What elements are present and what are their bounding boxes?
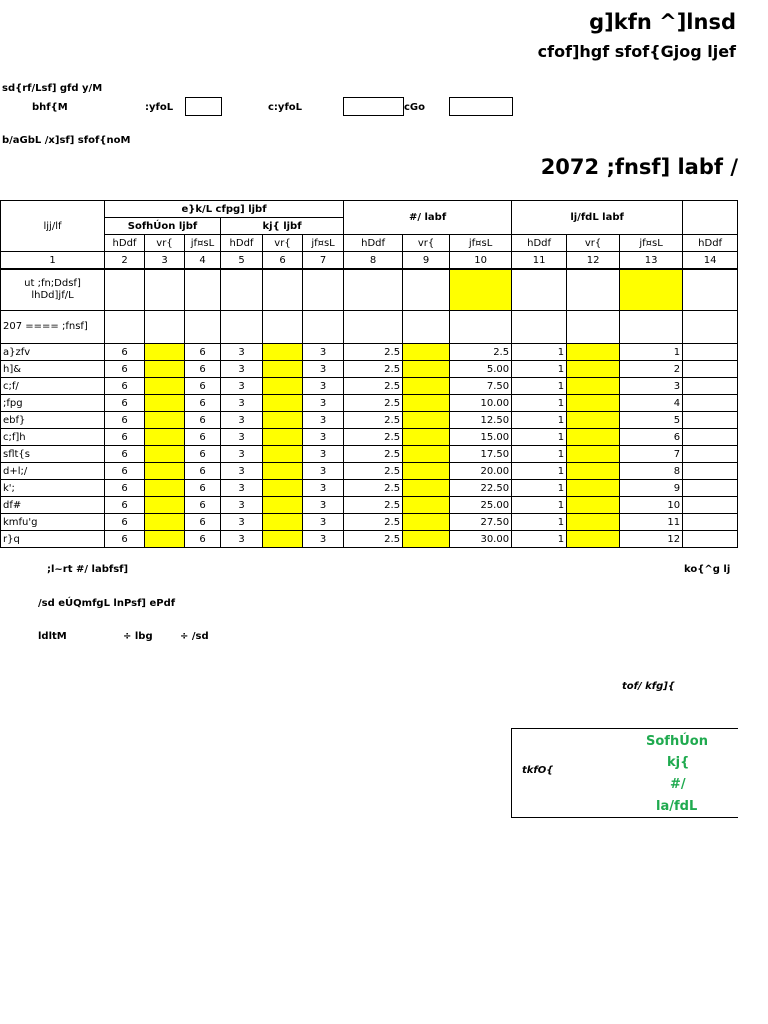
document-title: g]kfn ^]lnsd [589, 10, 736, 34]
used-leave-input-cell[interactable] [263, 463, 303, 480]
used-leave-input-cell[interactable] [145, 446, 185, 463]
value-cell: 2.5 [344, 463, 403, 480]
opening-balance-label: ut ;fn;Ddsf] lhDd]jf/L [1, 269, 105, 311]
value-cell: 2.5 [344, 446, 403, 463]
value-cell: 6 [105, 497, 145, 514]
used-leave-input-cell[interactable] [567, 344, 620, 361]
value-cell: 6 [105, 344, 145, 361]
value-cell: 1 [512, 497, 567, 514]
seat-label: :yfoL [145, 102, 174, 113]
value-cell: 3 [303, 463, 344, 480]
value-cell: 6 [185, 344, 221, 361]
value-cell: 2.5 [344, 378, 403, 395]
used-leave-input-cell[interactable] [263, 429, 303, 446]
value-cell: 3 [221, 480, 263, 497]
opening-sick-balance-cell[interactable] [620, 269, 683, 311]
value-cell: 6 [185, 480, 221, 497]
column-number-cell: 7 [303, 252, 344, 270]
value-cell: 2.5 [344, 429, 403, 446]
value-cell: 1 [620, 344, 683, 361]
organization-label: b/aGbL /x]sf] sfof{noM [2, 135, 131, 146]
header-casual-leave: SofhÚon ljbf [105, 218, 221, 235]
value-cell: 3 [221, 395, 263, 412]
value-cell: 6 [185, 463, 221, 480]
empty-cell [683, 344, 738, 361]
table-row [1, 412, 738, 429]
value-cell: 1 [512, 531, 567, 548]
subheader-cell: hDdf [683, 235, 738, 252]
used-leave-input-cell[interactable] [403, 344, 450, 361]
column-number-cell: 5 [221, 252, 263, 270]
subheader-cell: jf¤sL [450, 235, 512, 252]
column-number-cell: 14 [683, 252, 738, 270]
used-leave-input-cell[interactable] [145, 412, 185, 429]
used-leave-input-cell[interactable] [145, 378, 185, 395]
value-cell: 6 [185, 395, 221, 412]
value-cell: 22.50 [450, 480, 512, 497]
value-cell: 1 [512, 514, 567, 531]
office-label: sd{rf/Lsf] gfd y/M [2, 83, 103, 94]
header-accumulated-leave: e}k/L cfpg] ljbf [105, 201, 344, 218]
value-cell: 12.50 [450, 412, 512, 429]
table-row [1, 344, 738, 361]
temporary-label: c:yfoL [268, 102, 303, 113]
subheader-cell: vr{ [403, 235, 450, 252]
used-leave-input-cell[interactable] [263, 344, 303, 361]
value-cell: 3 [303, 395, 344, 412]
value-cell: 9 [620, 480, 683, 497]
remark-note: ko{^g lj [684, 564, 731, 575]
column-number-cell: 10 [450, 252, 512, 270]
value-cell: 3 [303, 497, 344, 514]
value-cell: 2.5 [450, 344, 512, 361]
value-cell: 3 [303, 361, 344, 378]
used-leave-input-cell[interactable] [263, 446, 303, 463]
used-leave-input-cell[interactable] [263, 531, 303, 548]
subheader-cell: vr{ [567, 235, 620, 252]
month-label: a}zfv [1, 344, 105, 361]
empty-cell [683, 514, 738, 531]
value-cell: 6 [105, 531, 145, 548]
column-number-cell: 13 [620, 252, 683, 270]
value-cell: 6 [105, 446, 145, 463]
column-number-cell: 1 [1, 252, 105, 270]
value-cell: 6 [105, 514, 145, 531]
month-label: ebf} [1, 412, 105, 429]
department-title: cfof]hgf sfof{Gjog ljef [537, 42, 736, 61]
column-number-cell: 12 [567, 252, 620, 270]
value-cell: 6 [105, 463, 145, 480]
used-leave-input-cell[interactable] [567, 361, 620, 378]
value-cell: 5.00 [450, 361, 512, 378]
value-cell: 15.00 [450, 429, 512, 446]
column-number-cell: 3 [145, 252, 185, 270]
summary-casual: SofhÚon [646, 734, 708, 749]
summary-box [511, 728, 738, 818]
empty-cell [683, 361, 738, 378]
used-leave-input-cell[interactable] [263, 361, 303, 378]
used-leave-input-cell[interactable] [263, 480, 303, 497]
value-cell: 3 [221, 378, 263, 395]
value-cell: 3 [303, 429, 344, 446]
used-leave-input-cell[interactable] [567, 412, 620, 429]
used-leave-input-cell[interactable] [403, 514, 450, 531]
value-cell: 6 [185, 361, 221, 378]
other-label: cGo [404, 102, 426, 113]
value-cell: 6 [185, 514, 221, 531]
value-cell: 3 [303, 344, 344, 361]
used-leave-input-cell[interactable] [567, 497, 620, 514]
value-cell: 1 [512, 395, 567, 412]
used-leave-input-cell[interactable] [567, 480, 620, 497]
summary-festival: kj{ [667, 755, 690, 770]
subheader-cell: jf¤sL [620, 235, 683, 252]
value-cell: 6 [185, 446, 221, 463]
value-cell: 1 [512, 463, 567, 480]
value-cell: 3 [221, 497, 263, 514]
value-cell: 11 [620, 514, 683, 531]
value-cell: 10 [620, 497, 683, 514]
table-row [1, 395, 738, 412]
value-cell: 6 [185, 429, 221, 446]
month-label: c;f]h [1, 429, 105, 446]
value-cell: 6 [105, 395, 145, 412]
month-label: h]& [1, 361, 105, 378]
month-label: df# [1, 497, 105, 514]
column-number-cell: 9 [403, 252, 450, 270]
used-leave-input-cell[interactable] [403, 361, 450, 378]
subheader-cell: hDdf [512, 235, 567, 252]
empty-cell [683, 497, 738, 514]
used-leave-input-cell[interactable] [567, 429, 620, 446]
summary-label: tkfO{ [522, 765, 554, 776]
used-leave-input-cell[interactable] [567, 463, 620, 480]
empty-cell [683, 480, 738, 497]
month-label: c;f/ [1, 378, 105, 395]
value-cell: 3 [620, 378, 683, 395]
table-row [1, 446, 738, 463]
value-cell: 6 [105, 412, 145, 429]
value-cell: 2.5 [344, 344, 403, 361]
used-leave-input-cell[interactable] [145, 497, 185, 514]
other-checkbox[interactable] [449, 97, 513, 116]
value-cell: 25.00 [450, 497, 512, 514]
month-label: sflt{s [1, 446, 105, 463]
opening-home-balance-cell[interactable] [450, 269, 512, 311]
value-cell: 3 [221, 344, 263, 361]
value-cell: 3 [221, 361, 263, 378]
header-extra [683, 201, 738, 235]
header-sick-leave: lj/fdL labf [512, 201, 683, 235]
used-leave-input-cell[interactable] [263, 497, 303, 514]
year-row-label: 207 ==== ;fnsf] [1, 311, 105, 344]
value-cell: 27.50 [450, 514, 512, 531]
used-leave-input-cell[interactable] [403, 412, 450, 429]
value-cell: 6 [185, 531, 221, 548]
value-cell: 2.5 [344, 497, 403, 514]
prepared-by-label: tof/ kfg]{ [622, 681, 675, 692]
value-cell: 2.5 [344, 531, 403, 548]
header-home-leave: #/ labf [344, 201, 512, 235]
value-cell: 2.5 [344, 361, 403, 378]
value-cell: 8 [620, 463, 683, 480]
value-cell: 3 [221, 463, 263, 480]
month-label: d+l;/ [1, 463, 105, 480]
year-title: 2072 ;fnsf] labf / [540, 155, 738, 179]
post-label: bhf{M [32, 102, 68, 113]
value-cell: 3 [221, 531, 263, 548]
value-cell: 1 [512, 378, 567, 395]
date-label: ldltM [38, 631, 67, 642]
value-cell: 2.5 [344, 412, 403, 429]
value-cell: 6 [185, 497, 221, 514]
table-row [1, 531, 738, 548]
value-cell: 2.5 [344, 514, 403, 531]
used-leave-input-cell[interactable] [403, 531, 450, 548]
empty-cell [683, 463, 738, 480]
value-cell: 1 [512, 412, 567, 429]
header-festival-leave: kj{ ljbf [221, 218, 344, 235]
value-cell: 12 [620, 531, 683, 548]
value-cell: 2.5 [344, 480, 403, 497]
used-leave-input-cell[interactable] [145, 463, 185, 480]
value-cell: 4 [620, 395, 683, 412]
value-cell: 3 [221, 446, 263, 463]
value-cell: 1 [512, 344, 567, 361]
value-cell: 17.50 [450, 446, 512, 463]
column-number-cell: 2 [105, 252, 145, 270]
value-cell: 1 [512, 429, 567, 446]
used-leave-input-cell[interactable] [403, 395, 450, 412]
value-cell: 20.00 [450, 463, 512, 480]
value-cell: 3 [303, 480, 344, 497]
summary-sick: la/fdL [656, 799, 698, 814]
used-leave-input-cell[interactable] [145, 344, 185, 361]
used-leave-input-cell[interactable] [403, 378, 450, 395]
subheader-cell: vr{ [263, 235, 303, 252]
table-row [1, 514, 738, 531]
table-row [1, 429, 738, 446]
value-cell: 3 [303, 531, 344, 548]
leave-table [0, 200, 738, 548]
month-label: k'; [1, 480, 105, 497]
used-leave-input-cell[interactable] [145, 429, 185, 446]
value-cell: 3 [221, 429, 263, 446]
used-leave-input-cell[interactable] [263, 514, 303, 531]
subheader-cell: hDdf [221, 235, 263, 252]
table-row [1, 378, 738, 395]
column-number-cell: 4 [185, 252, 221, 270]
accumulated-home-leave-note: ;l~rt #/ labfsf] [47, 564, 129, 575]
value-cell: 1 [512, 361, 567, 378]
value-cell: 7.50 [450, 378, 512, 395]
used-leave-input-cell[interactable] [403, 497, 450, 514]
used-leave-input-cell[interactable] [403, 446, 450, 463]
value-cell: 2.5 [344, 395, 403, 412]
value-cell: 30.00 [450, 531, 512, 548]
used-leave-input-cell[interactable] [567, 446, 620, 463]
value-cell: 1 [512, 446, 567, 463]
value-cell: 3 [303, 378, 344, 395]
value-cell: 6 [105, 378, 145, 395]
used-leave-input-cell[interactable] [145, 480, 185, 497]
month-label: kmfu'g [1, 514, 105, 531]
value-cell: 7 [620, 446, 683, 463]
summary-home: #/ [670, 777, 686, 792]
value-cell: 3 [303, 446, 344, 463]
value-cell: 6 [105, 480, 145, 497]
used-leave-input-cell[interactable] [567, 531, 620, 548]
column-number-cell: 11 [512, 252, 567, 270]
used-leave-input-cell[interactable] [263, 412, 303, 429]
subheader-cell: hDdf [344, 235, 403, 252]
value-cell: 6 [185, 378, 221, 395]
column-number-cell: 6 [263, 252, 303, 270]
month-label: ;fpg [1, 395, 105, 412]
used-leave-input-cell[interactable] [263, 378, 303, 395]
value-cell: 1 [512, 480, 567, 497]
empty-cell [683, 378, 738, 395]
value-cell: 2 [620, 361, 683, 378]
subheader-cell: jf¤sL [185, 235, 221, 252]
subheader-cell: vr{ [145, 235, 185, 252]
table-row [1, 361, 738, 378]
empty-cell [683, 531, 738, 548]
value-cell: 3 [303, 514, 344, 531]
table-row [1, 480, 738, 497]
empty-cell [683, 429, 738, 446]
subheader-cell: jf¤sL [303, 235, 344, 252]
used-leave-input-cell[interactable] [145, 531, 185, 548]
days-label: ÷ lbg [123, 631, 153, 642]
table-row [1, 497, 738, 514]
value-cell: 3 [303, 412, 344, 429]
table-row [1, 463, 738, 480]
value-cell: 6 [185, 412, 221, 429]
value-cell: 3 [221, 412, 263, 429]
month-label: r}q [1, 531, 105, 548]
used-leave-input-cell[interactable] [145, 361, 185, 378]
value-cell: 3 [221, 514, 263, 531]
column-number-cell: 8 [344, 252, 403, 270]
used-leave-input-cell[interactable] [145, 395, 185, 412]
value-cell: 10.00 [450, 395, 512, 412]
temporary-checkbox[interactable] [343, 97, 404, 116]
value-cell: 6 [105, 429, 145, 446]
used-leave-input-cell[interactable] [567, 378, 620, 395]
header-particulars: ljj/lf [1, 201, 105, 252]
value-cell: 6 [105, 361, 145, 378]
subheader-cell: hDdf [105, 235, 145, 252]
value-cell: 6 [620, 429, 683, 446]
used-leave-input-cell[interactable] [567, 395, 620, 412]
used-leave-input-cell[interactable] [403, 463, 450, 480]
seat-checkbox[interactable] [185, 97, 222, 116]
payment-note: /sd eÚQmfgL lnPsf] ePdf [38, 598, 176, 609]
amount-label: ÷ /sd [180, 631, 209, 642]
used-leave-input-cell[interactable] [145, 514, 185, 531]
value-cell: 5 [620, 412, 683, 429]
used-leave-input-cell[interactable] [263, 395, 303, 412]
empty-cell [683, 412, 738, 429]
used-leave-input-cell[interactable] [567, 514, 620, 531]
used-leave-input-cell[interactable] [403, 480, 450, 497]
used-leave-input-cell[interactable] [403, 429, 450, 446]
empty-cell [683, 446, 738, 463]
empty-cell [683, 395, 738, 412]
